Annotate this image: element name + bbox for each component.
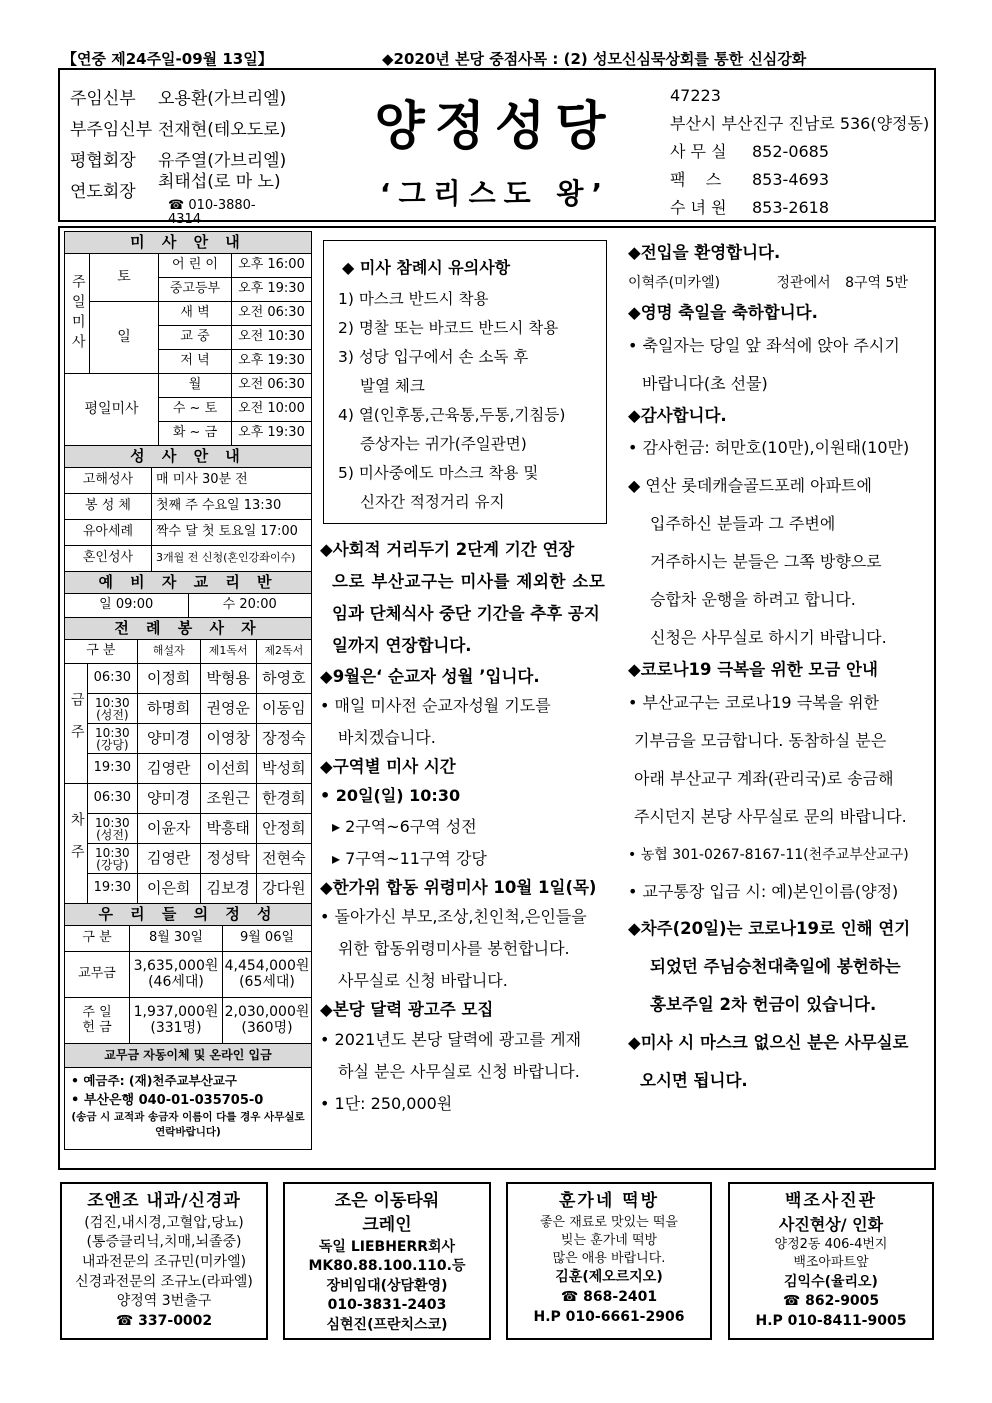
sunday-mass-label: 주일미사 (65, 254, 90, 374)
contact-row: 수 녀 원 853-2618 (670, 198, 830, 217)
offering-table: 우 리 들 의 정 성 구 분 8월 30일 9월 06일 교무금 3,635,000원 (46세대) 4,454,000원 (65세대) 주 일 헌 금 1,937,000원 (331명) 2,030,000원 (360명) 교무금 자동이체 및 온라인 입금 • 예금주: (재)천주교부산교구 • 부산은행 040-01-035705-0 (송금 시 교적과 송금자 이름이 다를 경우 사무실로 연락바랍니다) (64, 903, 312, 1150)
pastoral-focus: ◆2020년 본당 중점사목 : (2) 성모신심묵상회를 통한 신심강화 (382, 50, 807, 68)
staff-row: 연도회장 최태섭(로 마 노) ☎ 010-3880-4314 (70, 177, 286, 208)
next-sunday-notice: ◆차주(20일)는 코로나19로 인해 연기 되었던 주님승천대축일에 봉헌하는 홍보주일 2차 헌금이 있습니다. (628, 918, 911, 1014)
address: 부산시 부산진구 진남로 536(양정동) (670, 114, 930, 133)
apt-notice: ◆ 연산 롯데캐슬골드포레 아파트에 입주하신 분들과 그 주변에 거주하시는 분들은 그쪽 방향으로 승합차 운행을 하려고 합니다. 신청은 사무실로 하시기 바랍니다. (628, 476, 887, 648)
martyr-body: • 매일 미사전 순교자성월 기도를 바치겠습니다. (320, 696, 551, 748)
chuseok-body: • 돌아가신 부모,조상,친인척,은인들을 위한 합동위령미사를 봉헌합니다. 사무실로 신청 바랍니다. (320, 907, 587, 991)
mass-title: 미 사 안 내 (65, 232, 312, 254)
contact-row: 사 무 실 852-0685 (670, 142, 830, 161)
issue-date: 【연중 제24주일-09월 13일】 (62, 50, 273, 68)
ad-photo-studio: 백조사진관 사진현상/ 인화 양정2동 406-4번지 백조아파트앞 김익수(율리오) ☎ 862-9005 H.P 010-8411-9005 (728, 1182, 934, 1340)
mask-notice: ◆미사 시 마스크 없으신 분은 사무실로 오시면 됩니다. (628, 1032, 909, 1090)
catechumen-table: 예 비 자 교 리 반 일 09:00 수 20:00 (64, 571, 312, 618)
covid-body: • 부산교구는 코로나19 극복을 위한 기부금을 모금합니다. 동참하실 분은 아래 부산교구 계좌(관리국)로 송금해 주시던지 본당 사무실로 문의 바랍니다. (628, 692, 907, 826)
account-info: • 예금주: (재)천주교부산교구 • 부산은행 040-01-035705-0 (송금 시 교적과 송금자 이름이 다를 경우 사무실로 연락바랍니다) (65, 1068, 312, 1150)
postcode: 47223 (670, 86, 721, 105)
ad-ricecake: 훈가네 떡방 좋은 재료로 맛있는 떡을 빚는 훈가네 떡방 많은 애용 바랍니다. 김훈(제오르지오) ☎ 868-2401 H.P 010-6661-2906 (506, 1182, 712, 1340)
header-box (58, 68, 936, 227)
parish-patron: ‘그리스도 왕’ (379, 177, 611, 210)
parish-name: 양정성당 (374, 97, 616, 157)
servers-table: 전 례 봉 사 자 구 분 해설자 제1독서 제2독서 금주 06:30 이정희 박형용 하영호 10:30 (성전) 하명희 권영운 이동임 10:30 (강당) 양미경 이영창 장정숙 19:30 김영란 이선희 박성희 차주 06:30 양미경 조원근 한경희 10:30 (성전) 이윤자 박흥태 안정희 10:30 (강당) 김영란 정성탁 전현숙 19:30 이은희 김보경 강다원 (64, 617, 312, 904)
notice-items: 1) 마스크 반드시 착용 2) 명찰 또는 바코드 반드시 착용 3) 성당 입구에서 손 소독 후 발열 체크 4) 열(인후통,근육통,두통,기침등) 증상자는 귀가(주일관면) 5) 미사중에도 마스크 착용 및 신자간 적정거리 유지 (338, 290, 566, 511)
ad-crane: 조은 이동타워 크레인 독일 LIEBHERR회사 MK80.88.100.110.등 장비임대(상담환영) 010-3831-2403 심현진(프란치스코) (283, 1182, 491, 1340)
staff-list (70, 84, 287, 227)
mass-table: 미 사 안 내 주일미사 토 어 린 이 오후 16:00 중고등부 오후 19:30 일 새 벽 오전 06:30 교 중 오전 10:30 저 녁 오후 19:30 평일미사 월 오전 06:30 수 ~ 토 오전 10:00 화 ~ 금 오후 19:30 (64, 231, 312, 446)
staff-row: 주임신부 오용환(가브리엘) (70, 89, 287, 109)
notice-box: ◆ 미사 참례시 유의사항 1) 마스크 반드시 착용 2) 명찰 또는 바코드 반드시 착용 3) 성당 입구에서 손 소독 후 발열 체크 4) 열(인후통,근육통,두통,기침등) 증상자는 귀가(주일관면) 5) 미사중에도 마스크 착용 및 신자간 적정거리 유지 (323, 240, 607, 524)
staff-row: 평협회장 유주열(가브리엘) (70, 151, 287, 171)
feast-body: • 축일자는 당일 앞 좌석에 앉아 주시기 바랍니다(초 선물) (628, 335, 900, 393)
contact-block (670, 82, 929, 222)
calendar-body: • 2021년도 본당 달력에 광고를 게재 하실 분은 사무실로 신청 바랍니다. • 1단: 250,000원 (320, 1029, 582, 1113)
distancing-notice: ◆사회적 거리두기 2단계 기간 연장 으로 부산교구는 미사를 제외한 소모 임과 단체식사 중단 기간을 추후 공지 일까지 연장합니다. (320, 540, 606, 655)
phone: ☎ 010-3880-4314 (168, 198, 256, 227)
left-column (64, 231, 312, 1150)
staff-row: 부주임신부 전재현(테오도로) (70, 120, 287, 140)
welcome-row: 이혁주(미카엘) 정관에서 8구역 5반 (628, 275, 908, 292)
weekday-mass-label: 평일미사 (65, 374, 159, 446)
right-notices: ◆전입을 환영합니다. 이혁주(미카엘) 정관에서 8구역 5반 ◆영명 축일을 축하합니다. • 축일자는 당일 앞 좌석에 앉아 주시기 바랍니다(초 선물) ◆감사합니다. • 감사헌금: 허만호(10만),이원태(10만) ◆ 연산 롯데캐슬골드포레 아파트에 입주하신 분들과 그 주변에 거주하시는 분들은 그쪽 방향으로 승합차 운행을 하려고 합니다. 신청은 사무실로 하시기 바랍니다. ◆코로나19 극복을 위한 모금 안내 • 부산교구는 코로나19 극복을 위한 기부금을 모금합니다. 동참하실 분은 아래 부산교구 계좌(관리국)로 송금해 주시던지 본당 사무실로 문의 바랍니다. • 농협 301-0267-8167-11(천주교부산교구) • 교구통장 입금 시: 예)본인이름(양정) ◆차주(20일)는 코로나19로 인해 연기 되었던 주님승천대축일에 봉헌하는 홍보주일 2차 헌금이 있습니다. ◆미사 시 마스크 없으신 분은 사무실로 오시면 됩니다. (628, 240, 928, 1100)
sacrament-table: 성 사 안 내 고해성사 매 미사 30분 전 봉 성 체 첫째 주 수요일 13:30 유아세례 짝수 달 첫 토요일 17:00 혼인성사 3개월 전 신청(혼인강좌이수) (64, 445, 312, 572)
middle-notices: ◆사회적 거리두기 2단계 기간 연장 으로 부산교구는 미사를 제외한 소모 임과 단체식사 중단 기간을 추후 공지 일까지 연장합니다. ◆9월은‘ 순교자 성월 ’입니다. • 매일 미사전 순교자성월 기도를 바치겠습니다. ◆구역별 미사 시간 • 20일(일) 10:30 ▸ 2구역~6구역 성전 ▸ 7구역~11구역 강당 ◆한가위 합동 위령미사 10월 1일(목) • 돌아가신 부모,조상,친인척,은인들을 위한 합동위령미사를 봉헌합니다. 사무실로 신청 바랍니다. ◆본당 달력 광고주 모집 • 2021년도 본당 달력에 광고를 게재 하실 분은 사무실로 신청 바랍니다. • 1단: 250,000원 (320, 534, 620, 1120)
contact-row: 팩 스 853-4693 (670, 170, 830, 189)
ad-clinic: 조앤조 내과/신경과 (검진,내시경,고혈압,당뇨) (통증클리닉,치매,뇌졸중) 내과전문의 조규민(미카엘) 신경과전문의 조규노(라파엘) 양정역 3번출구 ☎ 337-0002 (60, 1182, 268, 1340)
